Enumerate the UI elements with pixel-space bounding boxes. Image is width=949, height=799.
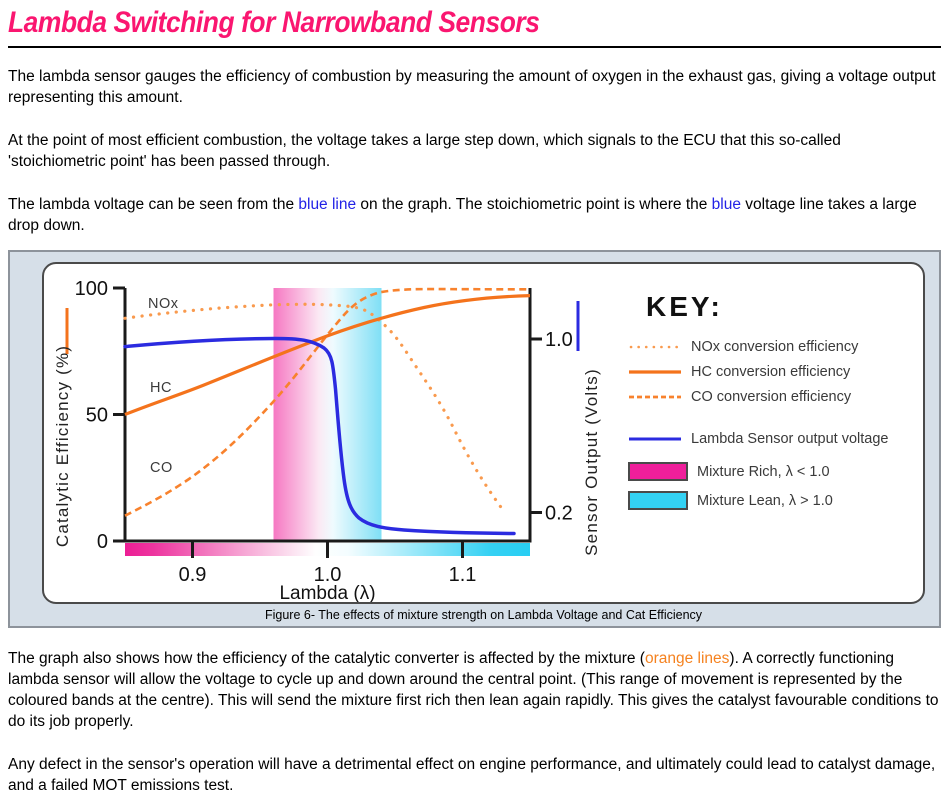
legend-item-mixture-rich [628,457,924,486]
page-title [8,7,941,38]
paragraph-3-post: voltage line takes a large drop down. [8,196,917,234]
legend-label-mixture-rich: Mixture Rich, λ < 1.0 [697,463,830,480]
hc-curve-label: HC [150,380,172,396]
co-dashed-line-sample [628,393,682,401]
legend-item-mixture-lean [628,486,924,515]
figure-panel [8,250,941,628]
figure-chart-box [42,262,925,604]
chart-key [628,292,924,515]
legend-label-mixture-lean: Mixture Lean, λ > 1.0 [697,492,833,509]
x-tick-label-1.1: 1.1 [448,564,477,586]
mixture-band [274,288,382,541]
paragraph-4-pre: The graph also shows how the efficiency of the catalytic converter is affected by the mixture ( [8,650,645,667]
left-tick-label-50: 50 [85,404,108,427]
x-tick-label-0.9: 0.9 [178,564,207,586]
left-tick-label-100: 100 [74,278,108,300]
right-tick-label-0.2: 0.2 [545,502,573,525]
legend-item-hc [628,359,924,384]
lambda-voltage-line-sample [628,435,682,443]
legend-item-lambda-voltage [628,426,924,451]
paragraph-4 [8,648,941,732]
paragraph-2 [8,130,941,172]
paragraph-3-pre: The lambda voltage can be seen from the [8,196,299,213]
nox-dotted-line-sample [628,343,682,351]
page-header [8,0,941,48]
paragraph-5 [8,754,941,796]
legend-label-nox: NOx conversion efficiency [691,338,859,355]
x-tick-label-1.0: 1.0 [313,564,342,586]
legend-item-nox [628,334,924,359]
legend-item-co [628,384,924,409]
nox-curve-label: NOx [148,296,179,312]
left-tick-label-0: 0 [96,531,108,553]
legend-label-lambda-voltage: Lambda Sensor output voltage [691,430,889,447]
page-title-text: Lambda Switching for Narrowband Sensors [8,6,540,39]
paragraph-3 [8,194,941,236]
paragraph-2-text: At the point of most efficient combustion, the voltage takes a large step down, which signals to the ECU that this so-called 'stoichiometric point' has been passed through. [8,132,841,170]
mixture-lean-swatch [628,491,688,510]
hc-solid-line-sample [628,368,682,376]
blue-line-reference: blue line [298,196,357,213]
figure-caption: Figure 6- The effects of mixture strength on Lambda Voltage and Cat Efficiency [264,608,703,622]
lambda-chart [44,264,628,602]
x-axis-label: Lambda (λ) [279,583,376,602]
paragraph-1 [8,66,941,108]
orange-lines-reference: orange lines [644,650,730,667]
key-title: KEY: [646,291,723,322]
legend-label-hc: HC conversion efficiency [691,363,851,380]
right-axis-label: Sensor Output (Volts) [582,368,601,556]
paragraph-4-post: ). A correctly functioning lambda sensor will allow the voltage to cycle up and down around the central point. (This range of movement is represented by the coloured bands at the centre). This will send the mixture first rich then lean again rapidly. This gives the catalyst favourable conditions to do its job properly. [8,650,939,730]
paragraph-1-text: The lambda sensor gauges the efficiency of combustion by measuring the amount of oxygen in the exhaust gas, giving a voltage output representing this amount. [8,68,936,106]
blue-reference: blue [711,196,741,213]
left-axis-label: Catalytic Efficiency (%) [53,344,72,548]
legend-label-co: CO conversion efficiency [691,388,852,405]
paragraph-5-text: Any defect in the sensor's operation will have a detrimental effect on engine performance, and ultimately could lead to catalyst damage, and a failed MOT emissions test. [8,756,936,794]
right-tick-label-1.0: 1.0 [545,329,573,351]
paragraph-3-mid: on the graph. The stoichiometric point is where the [356,196,712,213]
mixture-rich-swatch [628,462,688,481]
co-curve-label: CO [150,460,173,476]
